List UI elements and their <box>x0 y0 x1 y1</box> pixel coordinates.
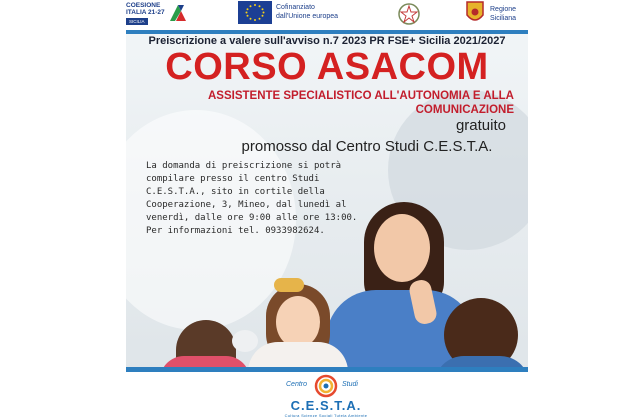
coesione-mark-icon <box>168 3 188 23</box>
cesta-eye-icon <box>314 374 338 398</box>
cesta-centro-text: Centro <box>286 381 308 388</box>
eu-text: Cofinanziato dall'Unione europea <box>276 4 339 20</box>
coesione-text: COESIONE <box>126 2 161 9</box>
poster-subtitle: ASSISTENTE SPECIALISTICO ALL'AUTONOMIA E ALLA COMUNICAZIONE <box>207 90 514 116</box>
enrollment-info: La domanda di preiscrizione si potrà compilare presso il centro Studi C.E.S.T.A., sito in cortile della Cooperazione, 3, Mineo, dal lunedì al venerdì, dalle ore 9:00 alle ore 13:00. Per informazioni tel. 0933982624. <box>146 161 358 236</box>
free-label: gratuito <box>455 117 506 134</box>
promoter-line: promosso dal Centro Studi C.E.S.T.A. <box>241 138 493 155</box>
eu-flag-icon <box>238 1 272 24</box>
teacher-face <box>374 214 430 282</box>
cesta-logo <box>276 374 376 420</box>
cesta-name: C.E.S.T.A. <box>290 398 362 413</box>
girl-face <box>276 296 320 348</box>
child-left-bow <box>232 330 258 352</box>
coesione-region: SICILIA <box>126 18 148 25</box>
poster-headline: Preiscrizione a valere sull'avviso n.7 2023 PR FSE+ Sicilia 2021/2027 <box>148 35 506 47</box>
sicilia-text: Regione Siciliana <box>490 6 517 22</box>
coesione-italia-logo <box>126 1 192 27</box>
coesione-years: ITALIA 21-27 <box>126 9 165 16</box>
cesta-studi-text: Studi <box>342 381 358 388</box>
poster-title: CORSO ASACOM <box>165 46 489 88</box>
cesta-tagline: Cultura Scienze Sociali Tutela Ambiente <box>284 413 368 418</box>
course-poster <box>126 30 528 372</box>
logo-bar <box>126 0 528 30</box>
italian-republic-emblem-icon <box>398 2 420 26</box>
sicily-shield-icon <box>466 1 484 25</box>
girl-bow <box>274 278 304 292</box>
top-accent-bar <box>126 30 528 34</box>
bottom-accent-bar <box>126 367 528 372</box>
